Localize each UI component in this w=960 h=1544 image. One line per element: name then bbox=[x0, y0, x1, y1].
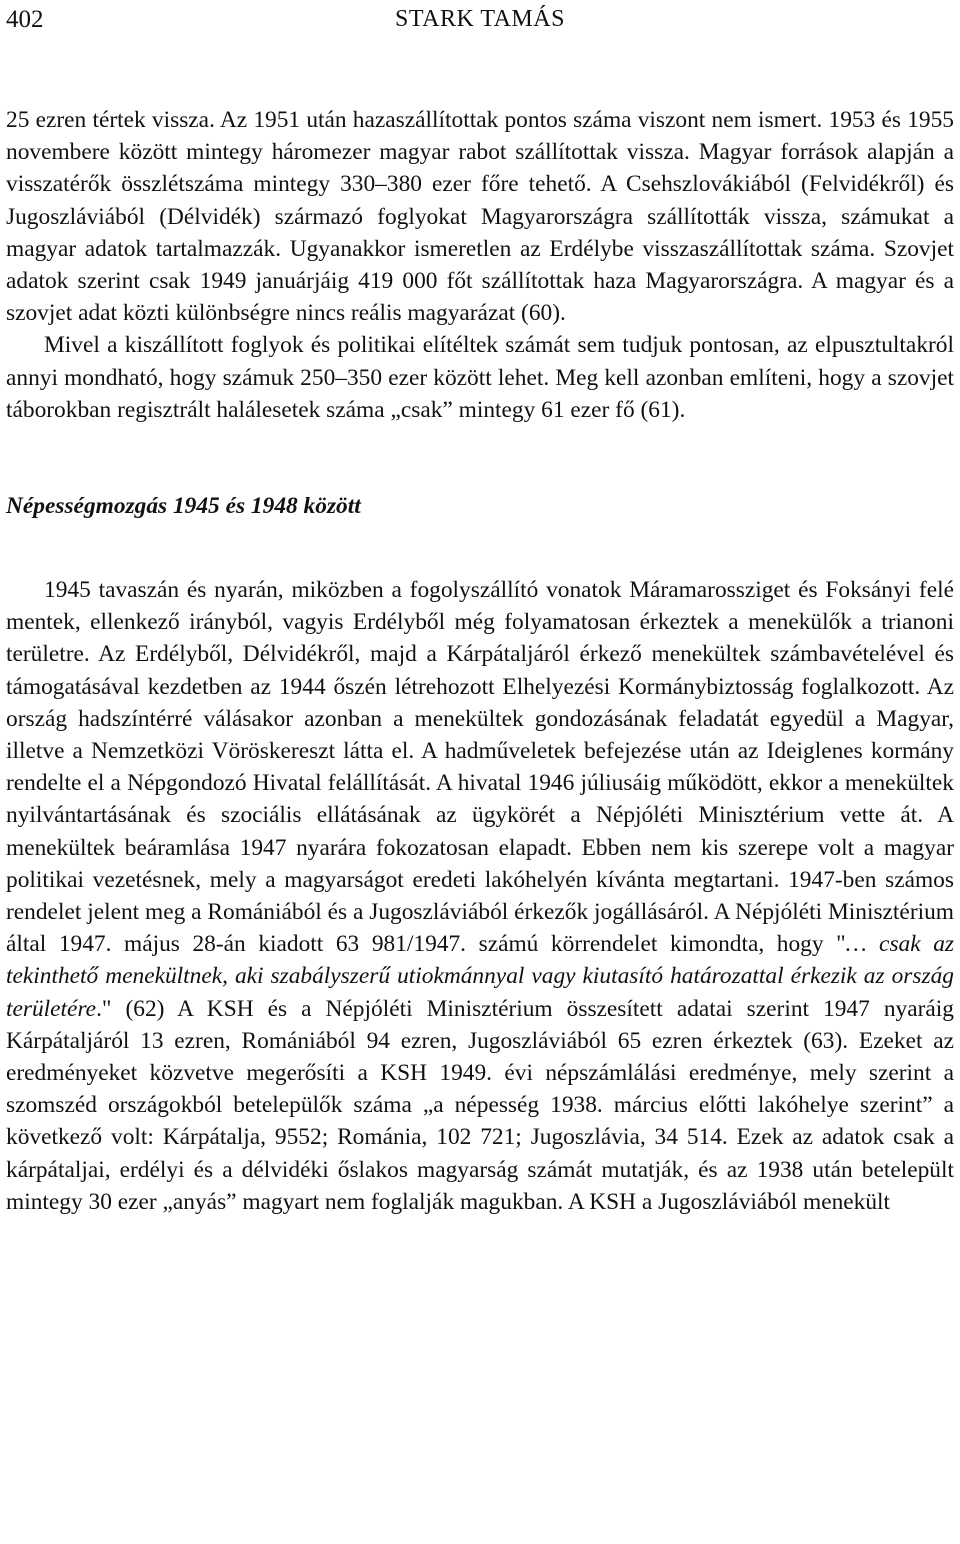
page-number: 402 bbox=[6, 6, 44, 33]
paragraph-1: 25 ezren tértek vissza. Az 1951 után hazaszállítottak pontos száma viszont nem ismert. 1953 és 1955 novembere között mintegy háromezer magyar rabot szállítottak vissza. Magyar források alapján a visszatérők összlétszáma mintegy 330–380 ezer főre tehető. A Csehszlovákiából (Felvidékről) és Jugoszláviából (Délvidék) származó foglyokat Magyarországra szállították vissza, számukat a magyar adatok tartalmazzák. Ugyanakkor ismeretlen az Erdélybe visszaszállítottak száma. Szovjet adatok szerint csak 1949 januárjáig 419 000 főt szállítottak haza Magyarországra. A magyar és a szovjet adat közti különbségre nincs reális magyarázat (60). bbox=[6, 107, 954, 327]
running-header bbox=[6, 0, 954, 44]
book-page bbox=[6, 0, 954, 1218]
paragraph-2: Mivel a kiszállított foglyok és politikai elítéltek számát sem tudjuk pontosan, az elpusztultakról annyi mondható, hogy számuk 250–350 ezer között lehet. Meg kell azonban említeni, hogy a szovjet táborokban regisztrált halálesetek száma „csak” mintegy 61 ezer fő (61). bbox=[6, 332, 954, 423]
paragraph-3 bbox=[6, 574, 954, 1218]
paragraph-3-part-1: 1945 tavaszán és nyarán, miközben a fogolyszállító vonatok Máramarossziget és Foksányi felé mentek, ellenkező irányból, vagyis Erdélyből még folyamatosan érkeztek a menekülők a trianoni területre. Az Erdélyből, Délvidékről, majd a Kárpátaljáról érkező menekültek számbavételével és támogatásával kezdetben az 1944 őszén létrehozott Elhelyezési Kormánybiztosság foglalkozott. Az ország hadszíntérré válásakor azonban a menekültek gondozásának feladatát egyedül a Magyar, illetve a Nemzetközi Vöröskereszt látta el. A hadműveletek befejezése után az Ideiglenes kormány rendelte el a Népgondozó Hivatal felállítását. A hivatal 1946 júliusáig működött, ekkor a menekültek nyilvántartásának és szociális ellátásának az ügykörét a Népjóléti Minisztérium vette át. A menekültek beáramlása 1947 nyarára fokozatosan elapadt. Ebben nem kis szerepe volt a magyar politikai vezetésnek, mely a magyarságot eredeti lakóhelyén kívánta megtartani. 1947-ben számos rendelet jelent meg a Romániából és a Jugoszláviából érkezők jogállásáról. A Népjóléti Minisztérium által 1947. május 28-án kiadott 63 981/1947. számú körrendelet kimondta, hogy " bbox=[6, 577, 954, 958]
running-title: STARK TAMÁS bbox=[395, 6, 565, 32]
paragraph-3-part-2: ." (62) A KSH és a Népjóléti Minisztérium összesített adatai szerint 1947 nyaráig Kárpátaljáról 13 ezren, Romániából 94 ezren, Jugoszláviából 65 ezren érkeztek (63). Ezeket az eredményeket közvetve megerősíti a KSH 1949. évi népszámlálási eredménye, mely szerint a szomszéd országokból betelepülők száma „a népesség 1938. március előtti lakóhelye szerint” a következő volt: Kárpátalja, 9552; Románia, 102 721; Jugoszlávia, 34 514. Ezek az adatok csak a kárpátaljai, erdélyi és a délvidéki őslakos magyarság számát mutatják, és az 1938 után betelepült mintegy 30 ezer „anyás” magyart nem foglalják magukban. A KSH a Jugoszláviából menekült bbox=[6, 995, 954, 1215]
section-heading: Népességmozgás 1945 és 1948 között bbox=[6, 493, 361, 520]
quoted-decree: … csak az tekinthető menekültnek, aki szabályszerű utiokmánnyal vagy kiutasító határozattal érkezik az ország területére bbox=[6, 931, 954, 1022]
